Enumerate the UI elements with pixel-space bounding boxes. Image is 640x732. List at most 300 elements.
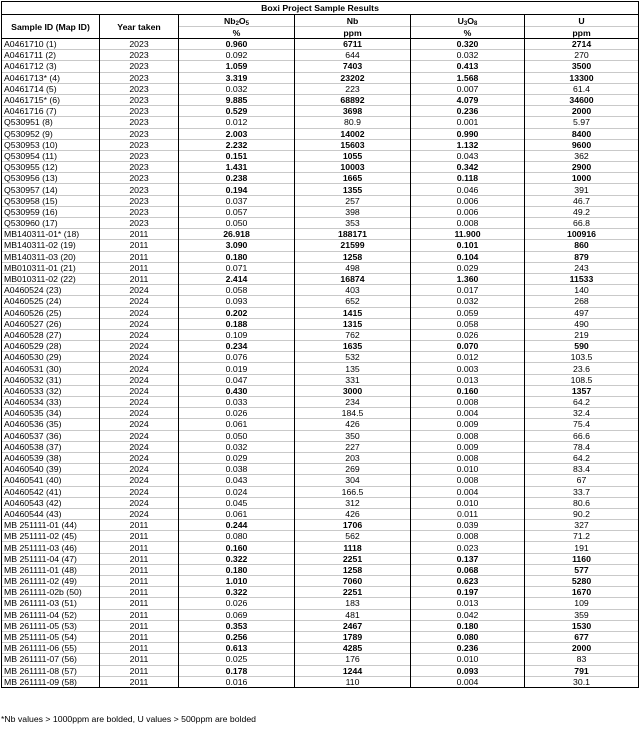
cell-sample-id: MB 261111-08 (57)	[2, 665, 100, 676]
table-row	[2, 262, 639, 273]
table-row	[2, 352, 639, 363]
table-row	[2, 363, 639, 374]
table-row	[2, 397, 639, 408]
cell-sample-id: Q530955 (12)	[2, 162, 100, 173]
cell-u3o8: 0.023	[411, 542, 525, 553]
cell-year: 2023	[100, 94, 179, 105]
cell-nb2o5: 2.414	[179, 273, 295, 284]
table-row	[2, 162, 639, 173]
cell-u: 46.7	[525, 195, 639, 206]
cell-sample-id: A0461712 (3)	[2, 61, 100, 72]
table-row	[2, 307, 639, 318]
cell-u3o8: 0.013	[411, 374, 525, 385]
cell-year: 2011	[100, 576, 179, 587]
cell-nb2o5: 0.430	[179, 385, 295, 396]
cell-u3o8: 0.011	[411, 508, 525, 519]
table-row	[2, 61, 639, 72]
table-row	[2, 218, 639, 229]
cell-u3o8: 0.160	[411, 385, 525, 396]
cell-nb2o5: 0.047	[179, 374, 295, 385]
cell-u3o8: 0.001	[411, 117, 525, 128]
cell-nb: 80.9	[295, 117, 411, 128]
table-row	[2, 430, 639, 441]
table-row	[2, 173, 639, 184]
table-row	[2, 497, 639, 508]
cell-nb2o5: 0.043	[179, 475, 295, 486]
cell-nb2o5: 2.003	[179, 128, 295, 139]
cell-year: 2024	[100, 508, 179, 519]
cell-u: 13300	[525, 72, 639, 83]
table-row	[2, 620, 639, 631]
table-row	[2, 318, 639, 329]
cell-u: 100916	[525, 229, 639, 240]
cell-nb: 1665	[295, 173, 411, 184]
cell-year: 2011	[100, 598, 179, 609]
cell-nb: 68892	[295, 94, 411, 105]
cell-nb: 353	[295, 218, 411, 229]
cell-u3o8: 0.010	[411, 464, 525, 475]
cell-nb2o5: 0.016	[179, 676, 295, 687]
cell-nb2o5: 0.160	[179, 542, 295, 553]
cell-year: 2023	[100, 83, 179, 94]
cell-u3o8: 0.009	[411, 441, 525, 452]
table-row	[2, 139, 639, 150]
cell-nb2o5: 0.093	[179, 296, 295, 307]
cell-u: 83	[525, 654, 639, 665]
unit-nb: ppm	[295, 27, 411, 39]
table-row	[2, 665, 639, 676]
cell-nb: 16874	[295, 273, 411, 284]
cell-u3o8: 0.080	[411, 631, 525, 642]
cell-nb: 498	[295, 262, 411, 273]
table-row	[2, 184, 639, 195]
cell-nb: 2251	[295, 587, 411, 598]
cell-year: 2024	[100, 430, 179, 441]
cell-u: 1357	[525, 385, 639, 396]
cell-year: 2024	[100, 441, 179, 452]
cell-nb: 2251	[295, 553, 411, 564]
cell-u3o8: 0.342	[411, 162, 525, 173]
cell-u: 3500	[525, 61, 639, 72]
header-year-taken: Year taken	[100, 15, 179, 39]
cell-year: 2011	[100, 273, 179, 284]
cell-u: 67	[525, 475, 639, 486]
cell-nb: 15603	[295, 139, 411, 150]
table-row	[2, 553, 639, 564]
cell-u: 8400	[525, 128, 639, 139]
table-row	[2, 206, 639, 217]
cell-u: 11533	[525, 273, 639, 284]
cell-u: 5280	[525, 576, 639, 587]
cell-nb2o5: 0.069	[179, 609, 295, 620]
cell-nb2o5: 26.918	[179, 229, 295, 240]
cell-year: 2024	[100, 452, 179, 463]
table-row	[2, 587, 639, 598]
cell-u3o8: 0.008	[411, 397, 525, 408]
cell-nb2o5: 0.050	[179, 218, 295, 229]
cell-year: 2024	[100, 352, 179, 363]
cell-nb2o5: 0.238	[179, 173, 295, 184]
table-row	[2, 598, 639, 609]
header-sample-id: Sample ID (Map ID)	[2, 15, 100, 39]
cell-year: 2011	[100, 531, 179, 542]
cell-sample-id: A0460543 (42)	[2, 497, 100, 508]
cell-nb: 3000	[295, 385, 411, 396]
cell-sample-id: Q530958 (15)	[2, 195, 100, 206]
cell-year: 2011	[100, 665, 179, 676]
table-row	[2, 117, 639, 128]
cell-u: 32.4	[525, 408, 639, 419]
cell-year: 2011	[100, 564, 179, 575]
cell-nb: 532	[295, 352, 411, 363]
cell-nb2o5: 3.319	[179, 72, 295, 83]
cell-year: 2024	[100, 397, 179, 408]
table-row	[2, 296, 639, 307]
cell-sample-id: Q530951 (8)	[2, 117, 100, 128]
cell-nb2o5: 0.050	[179, 430, 295, 441]
cell-year: 2011	[100, 654, 179, 665]
cell-nb: 312	[295, 497, 411, 508]
cell-u: 80.6	[525, 497, 639, 508]
cell-nb: 644	[295, 50, 411, 61]
cell-year: 2011	[100, 587, 179, 598]
cell-nb: 481	[295, 609, 411, 620]
cell-nb: 762	[295, 329, 411, 340]
table-row	[2, 94, 639, 105]
cell-u: 1530	[525, 620, 639, 631]
table-row	[2, 72, 639, 83]
cell-nb: 234	[295, 397, 411, 408]
cell-u: 5.97	[525, 117, 639, 128]
cell-sample-id: MB 251111-03 (46)	[2, 542, 100, 553]
cell-nb: 176	[295, 654, 411, 665]
cell-u: 90.2	[525, 508, 639, 519]
cell-nb: 23202	[295, 72, 411, 83]
cell-nb2o5: 0.194	[179, 184, 295, 195]
cell-u3o8: 0.029	[411, 262, 525, 273]
cell-sample-id: A0460528 (27)	[2, 329, 100, 340]
cell-year: 2024	[100, 374, 179, 385]
cell-u3o8: 0.032	[411, 50, 525, 61]
cell-nb2o5: 0.151	[179, 150, 295, 161]
cell-year: 2011	[100, 631, 179, 642]
cell-u: 590	[525, 341, 639, 352]
cell-u3o8: 0.118	[411, 173, 525, 184]
cell-nb: 304	[295, 475, 411, 486]
cell-sample-id: MB 261111-05 (53)	[2, 620, 100, 631]
cell-nb2o5: 0.033	[179, 397, 295, 408]
cell-sample-id: A0460542 (41)	[2, 486, 100, 497]
cell-year: 2024	[100, 363, 179, 374]
cell-sample-id: A0461714 (5)	[2, 83, 100, 94]
cell-nb: 4285	[295, 643, 411, 654]
cell-u3o8: 4.079	[411, 94, 525, 105]
table-row	[2, 508, 639, 519]
cell-u: 677	[525, 631, 639, 642]
cell-nb: 1706	[295, 520, 411, 531]
cell-year: 2023	[100, 173, 179, 184]
cell-nb2o5: 0.076	[179, 352, 295, 363]
cell-nb2o5: 0.061	[179, 508, 295, 519]
cell-u3o8: 0.043	[411, 150, 525, 161]
cell-u3o8: 0.013	[411, 598, 525, 609]
cell-u3o8: 0.236	[411, 643, 525, 654]
cell-year: 2023	[100, 162, 179, 173]
cell-u3o8: 0.180	[411, 620, 525, 631]
cell-sample-id: MB 261111-03 (51)	[2, 598, 100, 609]
unit-nb2o5: %	[179, 27, 295, 39]
cell-year: 2011	[100, 643, 179, 654]
cell-sample-id: Q530960 (17)	[2, 218, 100, 229]
cell-u: 270	[525, 50, 639, 61]
cell-year: 2023	[100, 117, 179, 128]
cell-u3o8: 0.008	[411, 218, 525, 229]
cell-year: 2024	[100, 385, 179, 396]
table-row	[2, 106, 639, 117]
cell-sample-id: MB010311-02 (22)	[2, 273, 100, 284]
cell-u: 490	[525, 318, 639, 329]
cell-sample-id: A0461711 (2)	[2, 50, 100, 61]
cell-year: 2011	[100, 676, 179, 687]
cell-sample-id: A0460544 (43)	[2, 508, 100, 519]
cell-sample-id: A0460524 (23)	[2, 285, 100, 296]
table-row	[2, 520, 639, 531]
table-row	[2, 128, 639, 139]
cell-sample-id: A0460541 (40)	[2, 475, 100, 486]
cell-year: 2011	[100, 251, 179, 262]
cell-nb: 21599	[295, 240, 411, 251]
table-row	[2, 83, 639, 94]
cell-sample-id: A0460526 (25)	[2, 307, 100, 318]
cell-year: 2011	[100, 609, 179, 620]
cell-year: 2024	[100, 318, 179, 329]
cell-u3o8: 0.068	[411, 564, 525, 575]
cell-nb2o5: 0.178	[179, 665, 295, 676]
cell-sample-id: MB 261111-02b (50)	[2, 587, 100, 598]
cell-u: 140	[525, 285, 639, 296]
cell-u: 879	[525, 251, 639, 262]
cell-u: 49.2	[525, 206, 639, 217]
cell-u3o8: 1.132	[411, 139, 525, 150]
cell-u: 75.4	[525, 419, 639, 430]
cell-u: 2000	[525, 643, 639, 654]
cell-sample-id: MB 261111-07 (56)	[2, 654, 100, 665]
cell-sample-id: MB 261111-09 (58)	[2, 676, 100, 687]
table-row	[2, 542, 639, 553]
cell-year: 2023	[100, 39, 179, 50]
cell-year: 2024	[100, 464, 179, 475]
cell-sample-id: MB 251111-01 (44)	[2, 520, 100, 531]
cell-u3o8: 0.008	[411, 531, 525, 542]
cell-u: 268	[525, 296, 639, 307]
cell-nb: 183	[295, 598, 411, 609]
cell-year: 2023	[100, 106, 179, 117]
cell-u: 71.2	[525, 531, 639, 542]
cell-sample-id: A0460530 (29)	[2, 352, 100, 363]
cell-nb2o5: 0.109	[179, 329, 295, 340]
cell-u3o8: 1.568	[411, 72, 525, 83]
cell-u3o8: 0.003	[411, 363, 525, 374]
cell-u: 327	[525, 520, 639, 531]
cell-sample-id: A0460533 (32)	[2, 385, 100, 396]
cell-u3o8: 0.008	[411, 452, 525, 463]
cell-u3o8: 0.006	[411, 195, 525, 206]
cell-sample-id: A0461715* (6)	[2, 94, 100, 105]
cell-nb2o5: 0.012	[179, 117, 295, 128]
cell-sample-id: Q530959 (16)	[2, 206, 100, 217]
cell-u3o8: 0.059	[411, 307, 525, 318]
cell-u3o8: 0.101	[411, 240, 525, 251]
cell-u3o8: 0.017	[411, 285, 525, 296]
table-row	[2, 240, 639, 251]
cell-u3o8: 0.010	[411, 497, 525, 508]
cell-nb2o5: 1.010	[179, 576, 295, 587]
cell-nb: 398	[295, 206, 411, 217]
cell-nb: 1055	[295, 150, 411, 161]
table-row	[2, 39, 639, 50]
cell-sample-id: A0460525 (24)	[2, 296, 100, 307]
cell-nb: 1244	[295, 665, 411, 676]
cell-year: 2023	[100, 150, 179, 161]
cell-u3o8: 0.010	[411, 654, 525, 665]
cell-u: 66.6	[525, 430, 639, 441]
cell-nb: 1789	[295, 631, 411, 642]
cell-u: 9600	[525, 139, 639, 150]
cell-u: 83.4	[525, 464, 639, 475]
cell-nb: 331	[295, 374, 411, 385]
cell-nb2o5: 0.026	[179, 408, 295, 419]
cell-u3o8: 0.070	[411, 341, 525, 352]
cell-u: 577	[525, 564, 639, 575]
table-title: Boxi Project Sample Results	[2, 2, 639, 15]
cell-sample-id: A0460534 (33)	[2, 397, 100, 408]
cell-nb2o5: 0.080	[179, 531, 295, 542]
cell-year: 2023	[100, 128, 179, 139]
cell-u3o8: 0.320	[411, 39, 525, 50]
cell-sample-id: MB 261111-02 (49)	[2, 576, 100, 587]
cell-nb2o5: 0.092	[179, 50, 295, 61]
cell-nb2o5: 0.045	[179, 497, 295, 508]
cell-nb2o5: 1.059	[179, 61, 295, 72]
cell-year: 2023	[100, 184, 179, 195]
sample-results-table	[1, 1, 639, 688]
header-nb2o5: $Nb_2O_5$	[179, 15, 295, 27]
cell-nb2o5: 0.353	[179, 620, 295, 631]
cell-sample-id: MB140311-01* (18)	[2, 229, 100, 240]
cell-u: 2714	[525, 39, 639, 50]
cell-u: 497	[525, 307, 639, 318]
cell-u3o8: 0.032	[411, 296, 525, 307]
cell-nb: 1118	[295, 542, 411, 553]
cell-year: 2023	[100, 195, 179, 206]
cell-sample-id: A0461713* (4)	[2, 72, 100, 83]
cell-sample-id: MB 251111-02 (45)	[2, 531, 100, 542]
cell-sample-id: A0460539 (38)	[2, 452, 100, 463]
cell-sample-id: MB140311-03 (20)	[2, 251, 100, 262]
cell-u3o8: 0.004	[411, 676, 525, 687]
cell-nb2o5: 0.071	[179, 262, 295, 273]
cell-u: 23.6	[525, 363, 639, 374]
cell-nb: 10003	[295, 162, 411, 173]
cell-u: 791	[525, 665, 639, 676]
cell-year: 2024	[100, 408, 179, 419]
cell-u: 30.1	[525, 676, 639, 687]
table-row	[2, 341, 639, 352]
table-row	[2, 464, 639, 475]
cell-year: 2023	[100, 72, 179, 83]
cell-u: 860	[525, 240, 639, 251]
cell-nb2o5: 0.026	[179, 598, 295, 609]
table-row	[2, 452, 639, 463]
cell-sample-id: Q530953 (10)	[2, 139, 100, 150]
cell-nb: 7060	[295, 576, 411, 587]
table-row	[2, 408, 639, 419]
cell-nb2o5: 0.322	[179, 587, 295, 598]
cell-nb: 203	[295, 452, 411, 463]
cell-u3o8: 0.007	[411, 83, 525, 94]
cell-u: 61.4	[525, 83, 639, 94]
cell-nb2o5: 0.244	[179, 520, 295, 531]
cell-year: 2024	[100, 307, 179, 318]
cell-nb2o5: 3.090	[179, 240, 295, 251]
cell-year: 2011	[100, 229, 179, 240]
table-row	[2, 486, 639, 497]
table-row	[2, 229, 639, 240]
cell-nb: 14002	[295, 128, 411, 139]
cell-year: 2024	[100, 296, 179, 307]
cell-u3o8: 0.004	[411, 408, 525, 419]
table-row	[2, 475, 639, 486]
cell-year: 2011	[100, 620, 179, 631]
cell-nb2o5: 0.025	[179, 654, 295, 665]
table-row	[2, 643, 639, 654]
cell-nb: 7403	[295, 61, 411, 72]
cell-sample-id: MB 261111-01 (48)	[2, 564, 100, 575]
cell-nb: 1258	[295, 251, 411, 262]
cell-year: 2011	[100, 520, 179, 531]
cell-sample-id: A0460527 (26)	[2, 318, 100, 329]
cell-nb: 2467	[295, 620, 411, 631]
cell-u3o8: 1.360	[411, 273, 525, 284]
cell-sample-id: Q530952 (9)	[2, 128, 100, 139]
table-row	[2, 419, 639, 430]
cell-nb2o5: 0.960	[179, 39, 295, 50]
unit-u3o8: %	[411, 27, 525, 39]
table-row	[2, 609, 639, 620]
cell-year: 2024	[100, 419, 179, 430]
cell-sample-id: A0460535 (34)	[2, 408, 100, 419]
cell-u: 103.5	[525, 352, 639, 363]
cell-u: 66.8	[525, 218, 639, 229]
cell-u3o8: 0.008	[411, 430, 525, 441]
cell-u: 1670	[525, 587, 639, 598]
cell-sample-id: A0460529 (28)	[2, 341, 100, 352]
cell-nb: 110	[295, 676, 411, 687]
cell-year: 2024	[100, 285, 179, 296]
cell-nb2o5: 0.202	[179, 307, 295, 318]
cell-year: 2023	[100, 206, 179, 217]
cell-nb: 403	[295, 285, 411, 296]
cell-u: 219	[525, 329, 639, 340]
cell-sample-id: A0460536 (35)	[2, 419, 100, 430]
cell-nb2o5: 0.188	[179, 318, 295, 329]
table-row	[2, 150, 639, 161]
cell-sample-id: A0460538 (37)	[2, 441, 100, 452]
cell-u3o8: 0.008	[411, 475, 525, 486]
cell-u3o8: 0.046	[411, 184, 525, 195]
cell-year: 2024	[100, 486, 179, 497]
cell-nb: 184.5	[295, 408, 411, 419]
